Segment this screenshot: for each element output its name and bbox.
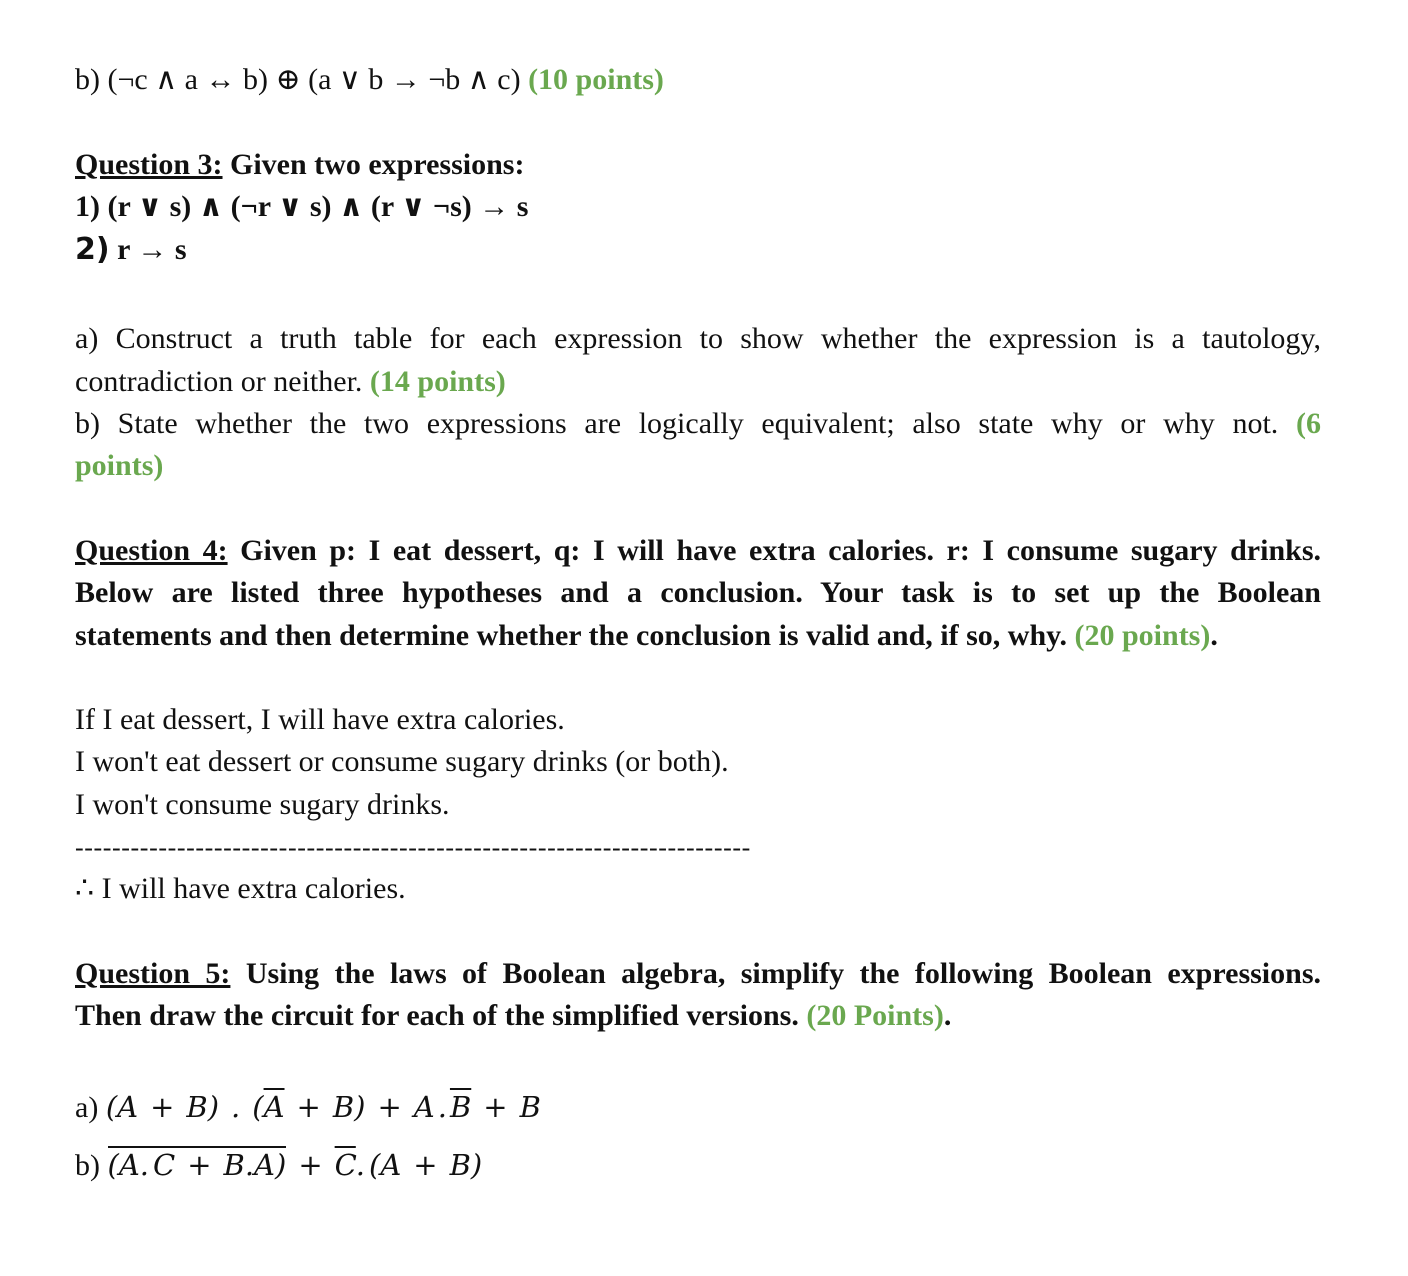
q4-line2: Below are listed three hypotheses and a conclusion. Your task is to set up the Boolean — [75, 576, 1321, 609]
q5b-label: b) — [75, 1149, 100, 1182]
q5-line2 — [75, 998, 951, 1034]
q3-label: Question 3: — [75, 148, 223, 181]
q3-expr2-line — [75, 232, 187, 268]
q3b-text: b) State whether the two expressions are logically equivalent; also state why or why not. — [75, 407, 1279, 440]
q3-title: Given two expressions: — [222, 148, 525, 181]
q3a-points: (14 points) — [369, 365, 506, 398]
q3b-points-part2: points) — [75, 449, 164, 482]
q4-line3 — [75, 618, 1218, 654]
q5-line1 — [75, 956, 1321, 992]
q5a-label: a) — [75, 1091, 99, 1124]
q5b-line — [75, 1147, 482, 1184]
q3a-line1: a) Construct a truth table for each expression to show whether the expression is a tautology, — [75, 322, 1321, 355]
q4-period: . — [1210, 619, 1218, 652]
q3-expr2: r → s — [109, 233, 187, 266]
q3a-line2 — [75, 364, 506, 400]
q4-label: Question 4: — [75, 534, 228, 567]
q5a-expression: (A + B) . $(\overline{A} + B) + A$ . $\overline{B} + B$ — [105, 1090, 541, 1124]
q2b-points: (10 points) — [528, 63, 664, 96]
q3a-text: contradiction or neither. — [75, 365, 363, 398]
q4-text3: statements and then determine whether the conclusion is valid and, if so, why. — [75, 619, 1067, 652]
q5-text2: Then draw the circuit for each of the simplified versions. — [75, 999, 799, 1032]
q4-hypothesis: I won't consume sugary drinks. — [75, 788, 450, 821]
q4-conclusion: ∴ I will have extra calories. — [75, 872, 406, 905]
q3b-line1 — [75, 406, 1321, 442]
q3-expr1: 1) (r ∨ s) ∧ (¬r ∨ s) ∧ (r ∨ ¬s) → s — [75, 190, 529, 223]
q5-points: (20 Points) — [806, 999, 944, 1032]
q5a-line — [75, 1089, 541, 1126]
q3-expr2-number: 2) — [75, 232, 110, 267]
q3b-line2 — [75, 448, 163, 484]
q5-text1: Using the laws of Boolean algebra, simplify the following Boolean expressions. — [230, 957, 1322, 990]
q2b-line — [75, 62, 664, 98]
q3-heading — [75, 147, 524, 183]
q5-label: Question 5: — [75, 957, 231, 990]
q3b-points-part1: (6 — [1296, 407, 1322, 440]
q4-hypothesis: I won't eat dessert or consume sugary drinks (or both). — [75, 745, 729, 778]
q4-divider: ------------------------------------------------------------------------- — [75, 833, 751, 862]
q4-line1 — [75, 533, 1321, 569]
q5-period: . — [943, 999, 952, 1032]
q5b-expression: ($\overline{A}$. $C + B.\overline{A}) + \overline{C}$. (A + B) — [107, 1148, 483, 1182]
q4-points: (20 points) — [1074, 619, 1211, 652]
q2b-expression: b) (¬c ∧ a ↔ b) ⊕ (a ∨ b → ¬b ∧ c) — [75, 63, 521, 96]
q4-hypothesis: If I eat dessert, I will have extra calories. — [75, 703, 565, 736]
q4-text1: Given p: I eat dessert, q: I will have extra calories. r: I consume sugary drinks. — [227, 534, 1321, 567]
